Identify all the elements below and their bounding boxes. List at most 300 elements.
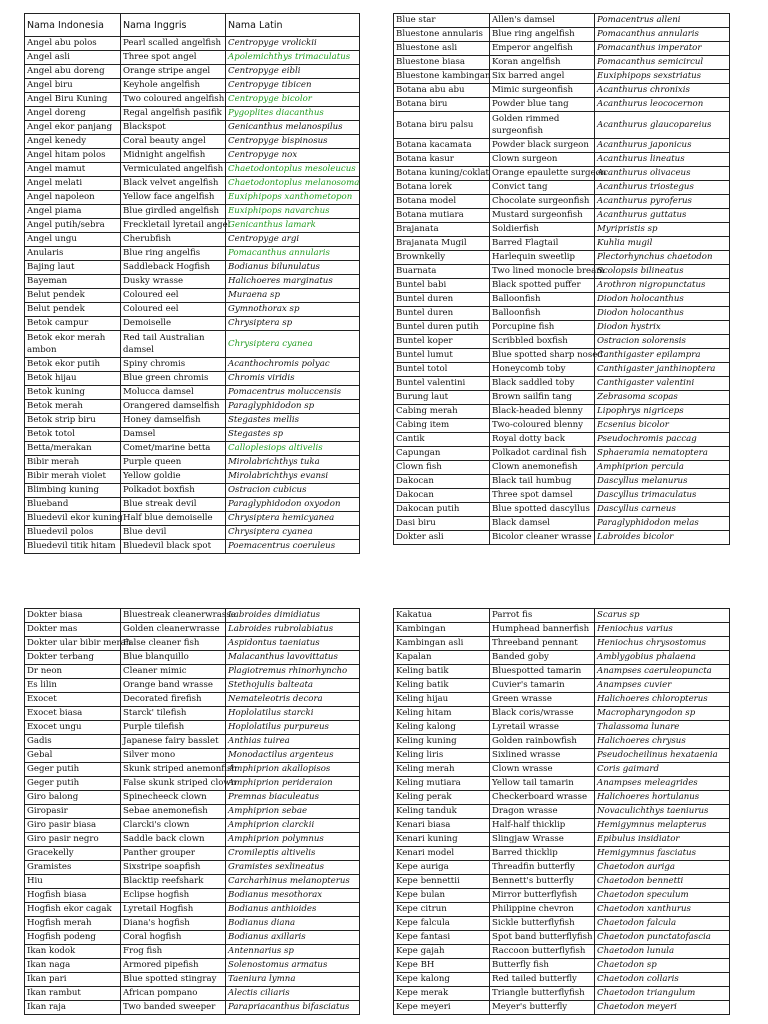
table-row (394, 749, 730, 763)
latin-name-cell: Calloplesiops altivelis (226, 442, 360, 456)
latin-name-cell: Alectis ciliaris (226, 987, 360, 1001)
indonesian-name-cell: Botana lorek (394, 181, 490, 195)
latin-name-cell: Gramistes sexlineatus (226, 861, 360, 875)
latin-name-cell: Pomacentrus moluccensis (226, 386, 360, 400)
table-row (394, 861, 730, 875)
table-row (394, 153, 730, 167)
english-name-cell: Chocolate surgeonfish (490, 195, 595, 209)
indonesian-name-cell: Kepe kalong (394, 973, 490, 987)
english-name-cell: Philippine chevron (490, 903, 595, 917)
indonesian-name-cell: Giro pasir biasa (25, 819, 121, 833)
english-name-cell: Black tail humbug (490, 475, 595, 489)
english-name-cell: Barred Flagtail (490, 237, 595, 251)
table-row (25, 609, 360, 623)
latin-name-cell: Paraglyphidodon oxyodon (226, 498, 360, 512)
latin-name-cell: Chaetodon punctatofascia (595, 931, 730, 945)
latin-name-cell: Chaetodon triangulum (595, 987, 730, 1001)
latin-name-cell: Acanthurus leococernon (595, 98, 730, 112)
latin-name-cell: Thalassoma lunare (595, 721, 730, 735)
english-name-cell: Cherubfish (121, 233, 226, 247)
indonesian-name-cell: Giro balong (25, 791, 121, 805)
latin-name-cell: Parapriacanthus bifasciatus (226, 1001, 360, 1015)
indonesian-name-cell: Giro pasir negro (25, 833, 121, 847)
latin-name-cell: Bodianus diana (226, 917, 360, 931)
latin-name-cell: Arothron nigropunctatus (595, 279, 730, 293)
english-name-cell: Allen's damsel (490, 14, 595, 28)
latin-name-cell: Apolemichthys trimaculatus (226, 51, 360, 65)
english-name-cell: Green wrasse (490, 693, 595, 707)
english-name-cell: Sixlined wrasse (490, 749, 595, 763)
indonesian-name-cell: Kepe fantasi (394, 931, 490, 945)
table-row (25, 819, 360, 833)
table-row (394, 875, 730, 889)
indonesian-name-cell: Angel biru (25, 79, 121, 93)
english-name-cell: Orange epaulette surgeon (490, 167, 595, 181)
indonesian-name-cell: Betok kuning (25, 386, 121, 400)
indonesian-name-cell: Giropasir (25, 805, 121, 819)
indonesian-name-cell: Kenari model (394, 847, 490, 861)
english-name-cell: Sickle butterflyfish (490, 917, 595, 931)
latin-name-cell: Coris gaimard (595, 763, 730, 777)
table-row (25, 861, 360, 875)
latin-name-cell: Chrysiptera sp (226, 317, 360, 331)
english-name-cell: Coloured eel (121, 303, 226, 317)
table-row (25, 959, 360, 973)
indonesian-name-cell: Buntel totol (394, 363, 490, 377)
indonesian-name-cell: Dakocan (394, 475, 490, 489)
indonesian-name-cell: Betok ekor putih (25, 358, 121, 372)
table-row (25, 65, 360, 79)
table-row (394, 195, 730, 209)
indonesian-name-cell: Betok campur (25, 317, 121, 331)
latin-name-cell: Monodactilus argenteus (226, 749, 360, 763)
table-row (25, 665, 360, 679)
table-row (25, 79, 360, 93)
english-name-cell: Checkerboard wrasse (490, 791, 595, 805)
table-row (394, 223, 730, 237)
english-name-cell: Sixstripe soapfish (121, 861, 226, 875)
table-row (25, 121, 360, 135)
indonesian-name-cell: Keling batik (394, 679, 490, 693)
latin-name-cell: Euxiphipops navarchus (226, 205, 360, 219)
indonesian-name-cell: Dasi biru (394, 517, 490, 531)
english-name-cell: Polkadot cardinal fish (490, 447, 595, 461)
english-name-cell: Dragon wrasse (490, 805, 595, 819)
latin-name-cell: Amblygobius phalaena (595, 651, 730, 665)
table-row (25, 512, 360, 526)
english-name-cell: Bluedevil black spot (121, 540, 226, 554)
latin-name-cell: Centropyge eibli (226, 65, 360, 79)
latin-name-cell: Centropyge bispinosus (226, 135, 360, 149)
latin-name-cell: Chaetodon lunula (595, 945, 730, 959)
english-name-cell: Honeycomb toby (490, 363, 595, 377)
latin-name-cell: Heniochus varius (595, 623, 730, 637)
indonesian-name-cell: Gracekelly (25, 847, 121, 861)
english-name-cell: Barred thicklip (490, 847, 595, 861)
table-row (394, 917, 730, 931)
table-row (394, 42, 730, 56)
english-name-cell: Black saddled toby (490, 377, 595, 391)
indonesian-name-cell: Buntel duren (394, 293, 490, 307)
indonesian-name-cell: Angel abu polos (25, 37, 121, 51)
table-row (25, 973, 360, 987)
table-row (394, 833, 730, 847)
latin-name-cell: Scolopsis bilineatus (595, 265, 730, 279)
latin-name-cell: Mirolabrichthys tuka (226, 456, 360, 470)
english-name-cell: Slingjaw Wrasse (490, 833, 595, 847)
indonesian-name-cell: Burung laut (394, 391, 490, 405)
english-name-cell: Spinecheeck clown (121, 791, 226, 805)
indonesian-name-cell: Keling hijau (394, 693, 490, 707)
table-row (25, 540, 360, 554)
english-name-cell: Banded goby (490, 651, 595, 665)
indonesian-name-cell: Exocet ungu (25, 721, 121, 735)
indonesian-name-cell: Geger putih (25, 763, 121, 777)
english-name-cell: Cuvier's tamarin (490, 679, 595, 693)
indonesian-name-cell: Angel ekor panjang (25, 121, 121, 135)
indonesian-name-cell: Keling tanduk (394, 805, 490, 819)
table-row (394, 973, 730, 987)
indonesian-name-cell: Kepe bennettii (394, 875, 490, 889)
indonesian-name-cell: Cabing item (394, 419, 490, 433)
latin-name-cell: Acanthurus glaucopareius (595, 112, 730, 139)
table-row (394, 391, 730, 405)
english-name-cell: Keyhole angelfish (121, 79, 226, 93)
latin-name-cell: Labroides rubrolabiatus (226, 623, 360, 637)
latin-name-cell: Euxiphipops xanthometopon (226, 191, 360, 205)
indonesian-name-cell: Keling kalong (394, 721, 490, 735)
table-row (25, 205, 360, 219)
table-row (394, 237, 730, 251)
table-row (394, 959, 730, 973)
latin-name-cell: Canthigaster janthinoptera (595, 363, 730, 377)
table-row (394, 405, 730, 419)
english-name-cell: Balloonfish (490, 307, 595, 321)
english-name-cell: Clown anemonefish (490, 461, 595, 475)
table-row (25, 428, 360, 442)
latin-name-cell: Heniochus chrysostomus (595, 637, 730, 651)
english-name-cell: Damsel (121, 428, 226, 442)
english-name-cell: Golden rainbowfish (490, 735, 595, 749)
latin-name-cell: Chaetodon auriga (595, 861, 730, 875)
english-name-cell: Honey damselfish (121, 414, 226, 428)
indonesian-name-cell: Betok strip biru (25, 414, 121, 428)
latin-name-cell: Genicanthus melanospilus (226, 121, 360, 135)
table-row (25, 442, 360, 456)
indonesian-name-cell: Botana kacamata (394, 139, 490, 153)
latin-name-cell: Labroides bicolor (595, 531, 730, 545)
english-name-cell: Blue ring angelfish (490, 28, 595, 42)
english-name-cell: Harlequin sweetlip (490, 251, 595, 265)
indonesian-name-cell: Keling mutiara (394, 777, 490, 791)
table-row (394, 889, 730, 903)
table-row (25, 51, 360, 65)
english-name-cell: Silver mono (121, 749, 226, 763)
latin-name-cell: Ostracion solorensis (595, 335, 730, 349)
table-row (25, 917, 360, 931)
table-row (394, 321, 730, 335)
latin-name-cell: Paraglyphidodon melas (595, 517, 730, 531)
latin-name-cell: Labroides dimidiatus (226, 609, 360, 623)
table-row (394, 56, 730, 70)
latin-name-cell: Chaetodontoplus melanosoma (226, 177, 360, 191)
english-name-cell: Dusky wrasse (121, 275, 226, 289)
table-row (25, 135, 360, 149)
latin-name-cell: Mirolabrichthys evansi (226, 470, 360, 484)
table-row (394, 433, 730, 447)
table-row (394, 651, 730, 665)
indonesian-name-cell: Betok totol (25, 428, 121, 442)
table-row (394, 377, 730, 391)
english-name-cell: Blue devil (121, 526, 226, 540)
indonesian-name-cell: Bluestone biasa (394, 56, 490, 70)
table-row (394, 637, 730, 651)
latin-name-cell: Chaetodon sp (595, 959, 730, 973)
table-row (394, 693, 730, 707)
latin-name-cell: Aspidontus taeniatus (226, 637, 360, 651)
table-row (394, 503, 730, 517)
indonesian-name-cell: Angel Biru Kuning (25, 93, 121, 107)
table-row (394, 609, 730, 623)
indonesian-name-cell: Angel abu doreng (25, 65, 121, 79)
english-name-cell: Mimic surgeonfish (490, 84, 595, 98)
indonesian-name-cell: Belut pendek (25, 289, 121, 303)
english-name-cell: Mirror butterflyfish (490, 889, 595, 903)
indonesian-name-cell: Buntel valentini (394, 377, 490, 391)
table-row (394, 707, 730, 721)
table-row (25, 107, 360, 121)
english-name-cell: Spiny chromis (121, 358, 226, 372)
indonesian-name-cell: Kepe meyeri (394, 1001, 490, 1015)
table-row (394, 167, 730, 181)
latin-name-cell: Pomacanthus annularis (595, 28, 730, 42)
latin-name-cell: Taeniura lymna (226, 973, 360, 987)
indonesian-name-cell: Bluestone kambingan (394, 70, 490, 84)
table-row (394, 489, 730, 503)
indonesian-name-cell: Kepe gajah (394, 945, 490, 959)
table-row (25, 400, 360, 414)
indonesian-name-cell: Geger putih (25, 777, 121, 791)
english-name-cell: Raccoon butterflyfish (490, 945, 595, 959)
indonesian-name-cell: Bluedevil titik hitam (25, 540, 121, 554)
english-name-cell: False cleaner fish (121, 637, 226, 651)
indonesian-name-cell: Buarnata (394, 265, 490, 279)
english-name-cell: Triangle butterflyfish (490, 987, 595, 1001)
latin-name-cell: Chaetodon falcula (595, 917, 730, 931)
latin-name-cell: Diodon holocanthus (595, 293, 730, 307)
table-row (394, 14, 730, 28)
english-name-cell: Powder black surgeon (490, 139, 595, 153)
latin-name-cell: Amphiprion sebae (226, 805, 360, 819)
english-name-cell: Decorated firefish (121, 693, 226, 707)
english-name-cell: Six barred angel (490, 70, 595, 84)
table-row (25, 623, 360, 637)
table-row (25, 456, 360, 470)
english-name-cell: Blue girdled angelfish (121, 205, 226, 219)
table-row (25, 987, 360, 1001)
indonesian-name-cell: Gramistes (25, 861, 121, 875)
english-name-cell: Clown wrasse (490, 763, 595, 777)
english-name-cell: Scribbled boxfish (490, 335, 595, 349)
english-name-cell: Yellow face angelfish (121, 191, 226, 205)
table-row (25, 414, 360, 428)
latin-name-cell: Amphiprion akallopisos (226, 763, 360, 777)
indonesian-name-cell: Keling perak (394, 791, 490, 805)
indonesian-name-cell: Kambingan asli (394, 637, 490, 651)
english-name-cell: Soldierfish (490, 223, 595, 237)
table-row (25, 191, 360, 205)
english-name-cell: Vermiculated angelfish (121, 163, 226, 177)
table-row (394, 945, 730, 959)
fish-name-table-4 (393, 608, 730, 1015)
latin-name-cell: Acanthurus olivaceus (595, 167, 730, 181)
indonesian-name-cell: Kambingan (394, 623, 490, 637)
latin-name-cell: Bodianus axillaris (226, 931, 360, 945)
table-row (394, 70, 730, 84)
table-row (394, 903, 730, 917)
indonesian-name-cell: Botana biru palsu (394, 112, 490, 139)
latin-name-cell: Acanthochromis polyac (226, 358, 360, 372)
latin-name-cell: Cromileptis altivelis (226, 847, 360, 861)
english-name-cell: Bicolor cleaner wrasse (490, 531, 595, 545)
table-row (25, 37, 360, 51)
latin-name-cell: Chrysiptera cyanea (226, 331, 360, 358)
latin-name-cell: Centropyge argi (226, 233, 360, 247)
english-name-cell: Eclipse hogfish (121, 889, 226, 903)
table-row (394, 112, 730, 139)
table-row (25, 651, 360, 665)
table-row (394, 279, 730, 293)
indonesian-name-cell: Hogfish merah (25, 917, 121, 931)
latin-name-cell: Centropyge bicolor (226, 93, 360, 107)
english-name-cell: African pompano (121, 987, 226, 1001)
english-name-cell: Threeband pennant (490, 637, 595, 651)
english-name-cell: Two banded sweeper (121, 1001, 226, 1015)
indonesian-name-cell: Angel melati (25, 177, 121, 191)
table-row (25, 484, 360, 498)
english-name-cell: Bluestreak cleanerwrasse (121, 609, 226, 623)
indonesian-name-cell: Brajanata (394, 223, 490, 237)
table-row (25, 303, 360, 317)
latin-name-cell: Ecsenius bicolor (595, 419, 730, 433)
table-row (25, 470, 360, 484)
latin-name-cell: Euxiphipops sexstriatus (595, 70, 730, 84)
indonesian-name-cell: Betok hijau (25, 372, 121, 386)
indonesian-name-cell: Hogfish ekor cagak (25, 903, 121, 917)
indonesian-name-cell: Dokter terbang (25, 651, 121, 665)
indonesian-name-cell: Kenari biasa (394, 819, 490, 833)
latin-name-cell: Diodon hystrix (595, 321, 730, 335)
indonesian-name-cell: Dr neon (25, 665, 121, 679)
english-name-cell: Coral hogfish (121, 931, 226, 945)
latin-name-cell: Acanthurus guttatus (595, 209, 730, 223)
latin-name-cell: Nemateleotris decora (226, 693, 360, 707)
indonesian-name-cell: Botana biru (394, 98, 490, 112)
indonesian-name-cell: Brajanata Mugil (394, 237, 490, 251)
indonesian-name-cell: Botana kuning/coklat (394, 167, 490, 181)
english-name-cell: Lyretail wrasse (490, 721, 595, 735)
table-row (394, 679, 730, 693)
english-name-cell: Two coloured angelfish (121, 93, 226, 107)
indonesian-name-cell: Keling batik (394, 665, 490, 679)
table-row (25, 931, 360, 945)
latin-name-cell: Acanthurus triostegus (595, 181, 730, 195)
table-row (25, 163, 360, 177)
english-name-cell: Balloonfish (490, 293, 595, 307)
indonesian-name-cell: Kepe citrun (394, 903, 490, 917)
indonesian-name-cell: Buntel koper (394, 335, 490, 349)
latin-name-cell: Pygoplites diacanthus (226, 107, 360, 121)
table-row (394, 251, 730, 265)
latin-name-cell: Hoplolatilus purpureus (226, 721, 360, 735)
indonesian-name-cell: Dakocan (394, 489, 490, 503)
table-row (25, 498, 360, 512)
latin-name-cell: Ostracion cubicus (226, 484, 360, 498)
indonesian-name-cell: Kepe BH (394, 959, 490, 973)
indonesian-name-cell: Kepe auriga (394, 861, 490, 875)
table-row (394, 475, 730, 489)
indonesian-name-cell: Dakocan putih (394, 503, 490, 517)
table-row (394, 1001, 730, 1015)
latin-name-cell: Pomacentrus alleni (595, 14, 730, 28)
english-name-cell: Coloured eel (121, 289, 226, 303)
table-row (25, 261, 360, 275)
indonesian-name-cell: Kakatua (394, 609, 490, 623)
english-name-cell: Half blue demoiselle (121, 512, 226, 526)
table-row (25, 945, 360, 959)
indonesian-name-cell: Bluestone asli (394, 42, 490, 56)
table-row (394, 209, 730, 223)
indonesian-name-cell: Botana model (394, 195, 490, 209)
table-row (394, 931, 730, 945)
latin-name-cell: Myripristis sp (595, 223, 730, 237)
english-name-cell: Threadfin butterfly (490, 861, 595, 875)
indonesian-name-cell: Kapalan (394, 651, 490, 665)
indonesian-name-cell: Dokter asli (394, 531, 490, 545)
latin-name-cell: Pomacanthus imperator (595, 42, 730, 56)
latin-name-cell: Acanthurus lineatus (595, 153, 730, 167)
english-name-cell: Orangered damselfish (121, 400, 226, 414)
table-row (394, 98, 730, 112)
latin-name-cell: Antennarius sp (226, 945, 360, 959)
latin-name-cell: Paraglyphidodon sp (226, 400, 360, 414)
latin-name-cell: Sphaeramia nematoptera (595, 447, 730, 461)
english-name-cell: Golden rimmed surgeonfish (490, 112, 595, 139)
latin-name-cell: Chrysiptera cyanea (226, 526, 360, 540)
indonesian-name-cell: Ikan naga (25, 959, 121, 973)
indonesian-name-cell: Anularis (25, 247, 121, 261)
table-row (25, 847, 360, 861)
latin-name-cell: Acanthurus chronixis (595, 84, 730, 98)
indonesian-name-cell: Cantik (394, 433, 490, 447)
english-name-cell: Two-coloured blenny (490, 419, 595, 433)
indonesian-name-cell: Bibir merah violet (25, 470, 121, 484)
english-name-cell: Yellow tail tamarin (490, 777, 595, 791)
table-row (25, 247, 360, 261)
english-name-cell: Half-half thicklip (490, 819, 595, 833)
latin-name-cell: Carcharhinus melanopterus (226, 875, 360, 889)
indonesian-name-cell: Ikan pari (25, 973, 121, 987)
table-row (25, 233, 360, 247)
indonesian-name-cell: Buntel lumut (394, 349, 490, 363)
table-row (394, 265, 730, 279)
latin-name-cell: Anthias tuirea (226, 735, 360, 749)
latin-name-cell: Hemigymnus fasciatus (595, 847, 730, 861)
english-name-cell: Regal angelfish pasifik (121, 107, 226, 121)
table-row (25, 1001, 360, 1015)
english-name-cell: Skunk striped anemonfish (121, 763, 226, 777)
english-name-cell: Saddle back clown (121, 833, 226, 847)
